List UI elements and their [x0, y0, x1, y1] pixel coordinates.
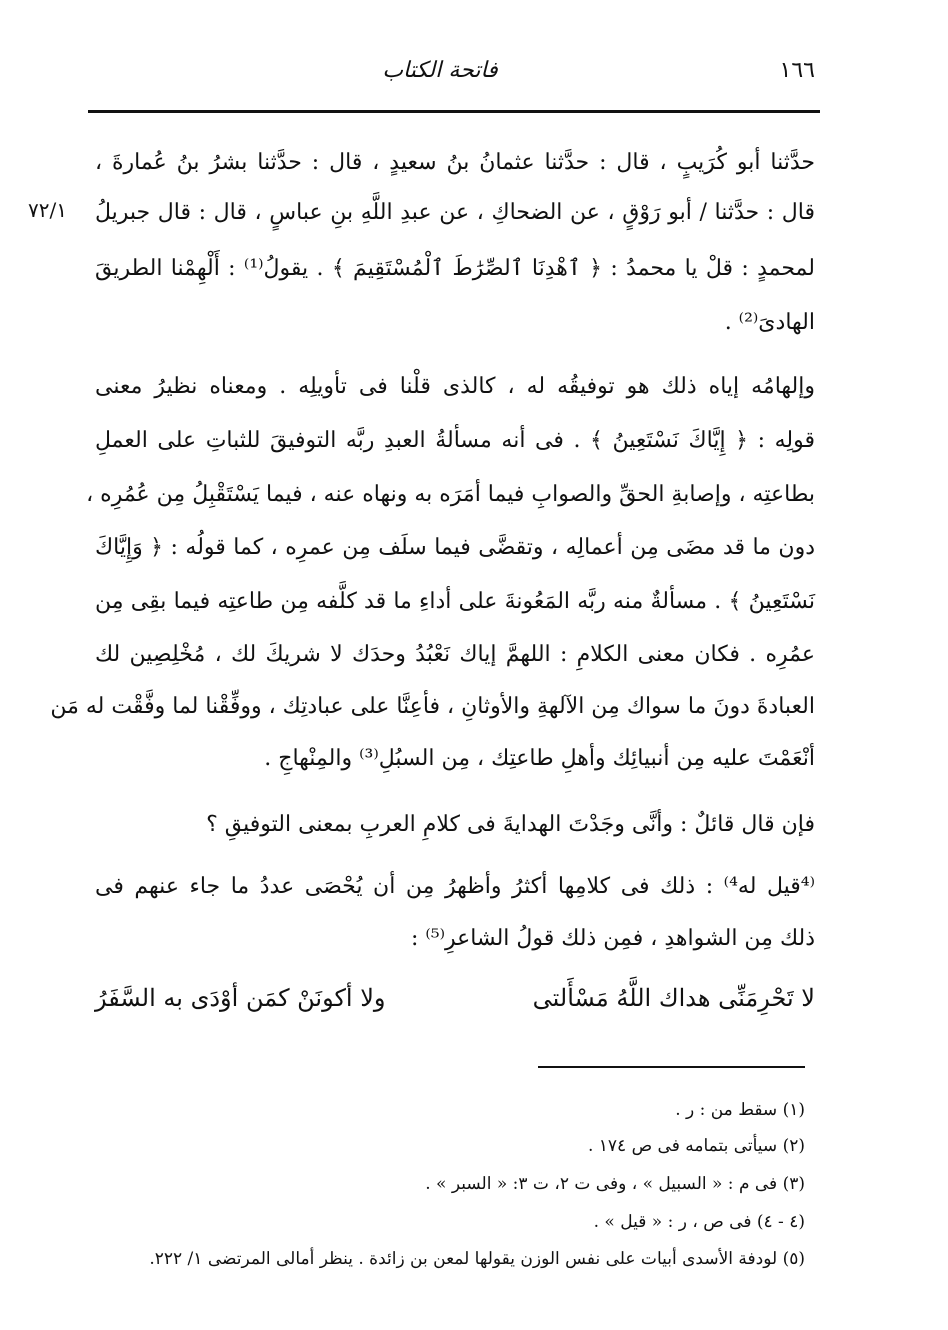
text-line: أنْعَمْتَ عليه مِن أنبيائِك وأهلِ طاعتِك ، مِن السبُلِ⁽³⁾ والمِنْهاجِ .	[264, 746, 815, 771]
footnote: (٢) سيأتى بتمامه فى ص ١٧٤ .	[587, 1136, 805, 1156]
header-rule	[88, 110, 820, 113]
text-line: قال : حدَّثنا / أبو رَوْقٍ ، عن الضحاكِ ، عن عبدِ اللَّهِ بنِ عباسٍ ، قال : قال جبريلُ	[95, 200, 815, 225]
text-line: حدَّثنا أبو كُرَيبٍ ، قال : حدَّثنا عثمانُ بنُ سعيدٍ ، قال : حدَّثنا بشرُ بنُ عُمارةَ ،	[95, 150, 815, 175]
text-line: العبادةَ دونَ ما سواك مِن الآلهةِ والأوثانِ ، فأعِنَّا على عبادتِك ، ووفِّقْنا لما وفَّقْت له مَن	[50, 694, 815, 719]
text-line: ⁽⁴قيل له⁴⁾ : ذلك فى كلامِها أكثرُ وأظهرُ مِن أن يُحْصَى عددُ ما جاء عنهم فى	[95, 874, 816, 899]
text-line: ذلك مِن الشواهدِ ، فمِن ذلك قولُ الشاعرِ⁽⁵⁾ :	[410, 926, 815, 951]
footnote: (١) سقط من : ر .	[675, 1100, 805, 1120]
text-line: دون ما قد مضَى مِن أعمالِه ، وتقضَّى فيما سلَف مِن عمرِه ، كما قولُه : ﴿ وَإِيَّاكَ	[95, 535, 815, 560]
margin-reference: ٧٢/١	[28, 198, 67, 222]
running-title: فاتحة الكتاب	[382, 58, 498, 83]
text-line: وإلهامُه إياه ذلك هو توفيقُه له ، كالذى قلْنا فى تأويلِه . ومعناه نظيرُ معنى	[95, 374, 815, 399]
poetry-verse	[95, 984, 815, 1024]
text-line: قولِه : ﴿ إِيَّاكَ نَسْتَعِينُ ﴾ . فى أنه مسألةُ العبدِ ربَّه التوفيقَ للثباتِ على العملِ	[95, 428, 815, 453]
text-line: لمحمدٍ : قلْ يا محمدُ : ﴿ ٱهْدِنَا ٱلصِّرَٰطَ ٱلْمُسْتَقِيمَ ﴾ . يقولُ⁽¹⁾ : أَلْهِمْنا الطريقَ	[95, 256, 815, 281]
footnote: (٤ - ٤) فى ص ، ر : « قيل » .	[593, 1212, 805, 1232]
footnote: (٣) فى م : « السبيل » ، وفى ت ٢، ت ٣: « السبر » .	[425, 1174, 805, 1194]
footnote-rule	[538, 1066, 805, 1068]
footnote: (٥) لودفة الأسدى أبيات على نفس الوزن يقولها لمعن بن زائدة . ينظر أمالى المرتضى ١/ ٢٢٢.	[149, 1249, 805, 1269]
text-line: بطاعتِه ، وإصابةِ الحقِّ والصوابِ فيما أمَرَه به ونهاه عنه ، فيما يَسْتَقْبِلُ مِن عُمُرِه ،	[86, 482, 815, 507]
verse-second-hemistich: ولا أكونَنْ كمَن أوْدَى به السَّفَرُ	[95, 984, 386, 1012]
text-line: فإن قال قائلٌ : وأنَّى وجَدْتَ الهدايةَ فى كلامِ العربِ بمعنى التوفيقِ ؟	[206, 812, 815, 837]
text-line: عمُرِه . فكان معنى الكلامِ : اللهمَّ إياك نَعْبُدُ وحدَك لا شريكَ لك ، مُخْلِصِين لك	[95, 642, 815, 667]
text-line: نَسْتَعِينُ ﴾ . مسألةٌ منه ربَّه المَعُونةَ على أداءِ ما قد كلَّفه مِن طاعتِه فيما بقِى مِن	[95, 589, 815, 614]
page-number: ١٦٦	[779, 58, 815, 83]
verse-first-hemistich: لا تَحْرِمَنِّى هداك اللَّهُ مَسْأَلتى	[532, 984, 815, 1012]
text-line: الهادىَ⁽²⁾ .	[724, 310, 815, 335]
